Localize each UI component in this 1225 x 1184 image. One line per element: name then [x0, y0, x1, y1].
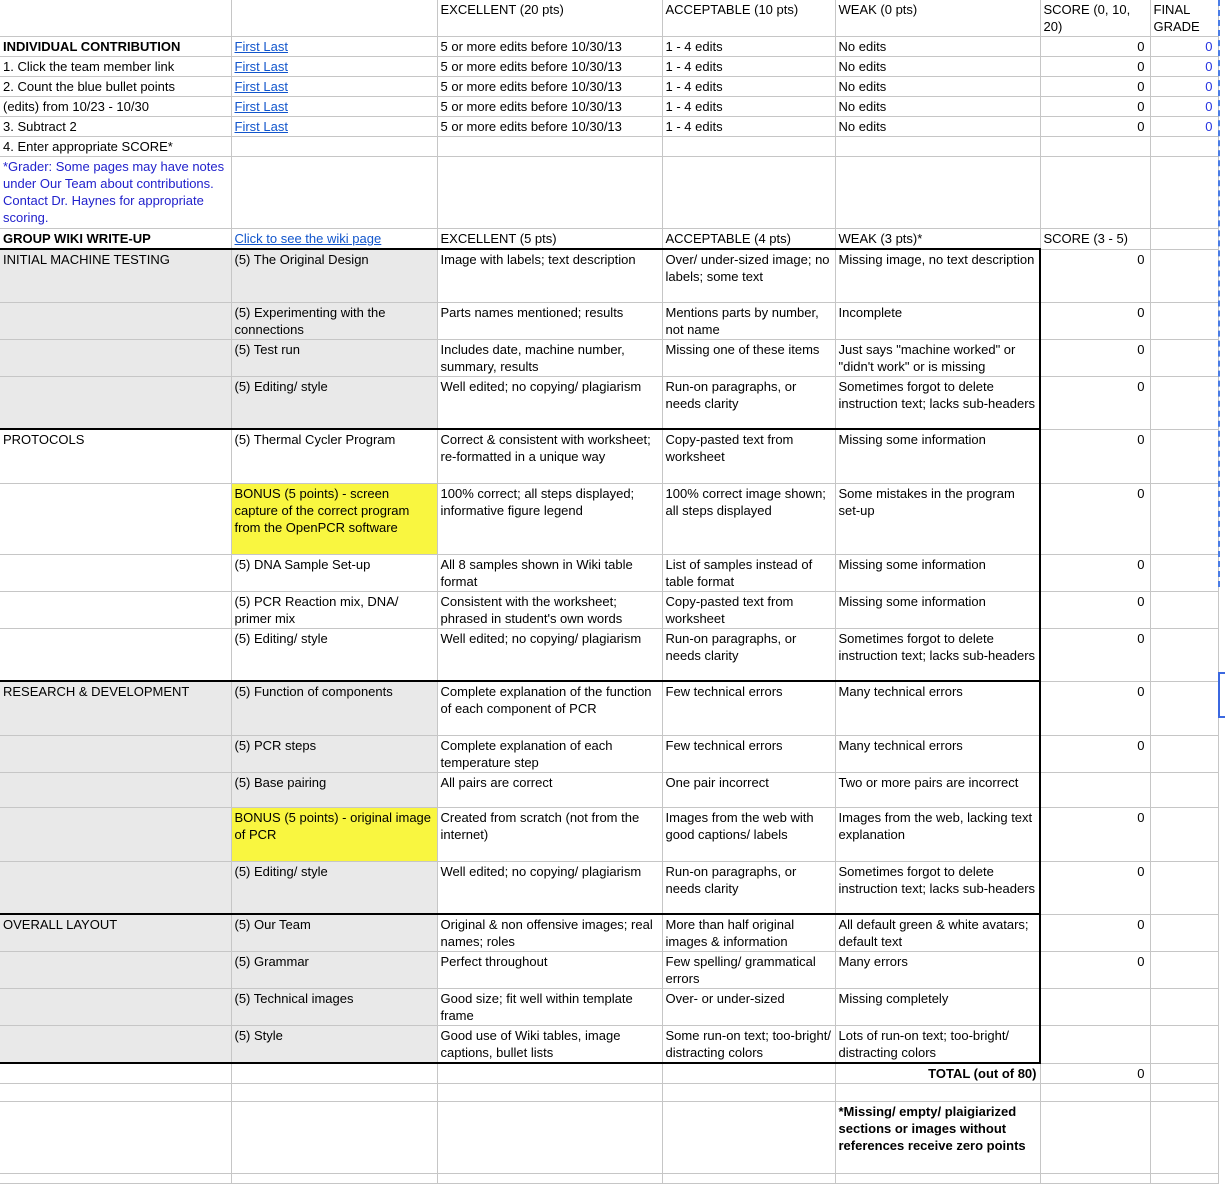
cell-d26: Over- or under-sized — [662, 989, 835, 1026]
cell-f1: SCORE (0, 10, 20) — [1040, 0, 1150, 37]
cell-b14: (5) Thermal Cycler Program — [231, 429, 437, 483]
cell-a9: GROUP WIKI WRITE-UP — [0, 229, 231, 250]
cell-e9: WEAK (3 pts)* — [835, 229, 1040, 250]
cell-e27: Lots of run-on text; too-bright/ distracting colors — [835, 1026, 1040, 1064]
cell-b22: BONUS (5 points) - original image of PCR — [231, 807, 437, 861]
table-row — [0, 554, 1218, 591]
cell-d5: 1 - 4 edits — [662, 97, 835, 117]
cell-f9: SCORE (3 - 5) — [1040, 229, 1150, 250]
table-row — [0, 1174, 1218, 1184]
table-row — [0, 339, 1218, 376]
cell-g9 — [1150, 229, 1218, 250]
cell-e2: No edits — [835, 37, 1040, 57]
team-member-link[interactable]: First Last — [234, 99, 288, 114]
cell-e14: Missing some information — [835, 429, 1040, 483]
cell-d3: 1 - 4 edits — [662, 57, 835, 77]
cell-a21 — [0, 772, 231, 807]
cell-f16[interactable]: 0 — [1040, 554, 1150, 591]
cell-b23: (5) Editing/ style — [231, 861, 437, 914]
table-row — [0, 302, 1218, 339]
cell-b16: (5) DNA Sample Set-up — [231, 554, 437, 591]
cell-g13 — [1150, 376, 1218, 429]
cell-c2: 5 or more edits before 10/30/13 — [437, 37, 662, 57]
cell-e1: WEAK (0 pts) — [835, 0, 1040, 37]
table-row — [0, 1102, 1218, 1174]
cell-f21 — [1040, 772, 1150, 807]
cell-c28 — [437, 1063, 662, 1084]
cell-g21 — [1150, 772, 1218, 807]
cell-f10[interactable]: 0 — [1040, 249, 1150, 302]
table-row — [0, 861, 1218, 914]
cell-a14: PROTOCOLS — [0, 429, 231, 483]
cell-f3[interactable]: 0 — [1040, 57, 1150, 77]
cell-g15 — [1150, 483, 1218, 554]
cell-d29 — [662, 1084, 835, 1102]
cell-f5[interactable]: 0 — [1040, 97, 1150, 117]
cell-f31 — [1040, 1174, 1150, 1184]
table-row — [0, 117, 1218, 137]
cell-c27: Good use of Wiki tables, image captions, bullet lists — [437, 1026, 662, 1064]
cell-b4 — [231, 77, 437, 97]
team-member-link[interactable]: First Last — [234, 59, 288, 74]
cell-e26: Missing completely — [835, 989, 1040, 1026]
table-row — [0, 807, 1218, 861]
table-row — [0, 37, 1218, 57]
cell-g25 — [1150, 952, 1218, 989]
cell-e6: No edits — [835, 117, 1040, 137]
cell-g6[interactable]: 0 — [1150, 117, 1218, 137]
cell-g4[interactable]: 0 — [1150, 77, 1218, 97]
cell-a13 — [0, 376, 231, 429]
table-row — [0, 735, 1218, 772]
cell-f4[interactable]: 0 — [1040, 77, 1150, 97]
cell-a26 — [0, 989, 231, 1026]
cell-b26: (5) Technical images — [231, 989, 437, 1026]
cell-c19: Complete explanation of the function of each component of PCR — [437, 681, 662, 735]
cell-d30 — [662, 1102, 835, 1174]
cell-f12[interactable]: 0 — [1040, 339, 1150, 376]
cell-a7: 4. Enter appropriate SCORE* — [0, 137, 231, 157]
cell-b21: (5) Base pairing — [231, 772, 437, 807]
cell-b1 — [231, 0, 437, 37]
cell-c20: Complete explanation of each temperature step — [437, 735, 662, 772]
cell-b19: (5) Function of components — [231, 681, 437, 735]
cell-b29 — [231, 1084, 437, 1102]
cell-c10: Image with labels; text description — [437, 249, 662, 302]
cell-d17: Copy-pasted text from worksheet — [662, 591, 835, 628]
table-row — [0, 772, 1218, 807]
cell-d21: One pair incorrect — [662, 772, 835, 807]
cell-b10: (5) The Original Design — [231, 249, 437, 302]
cell-b2 — [231, 37, 437, 57]
cell-e20: Many technical errors — [835, 735, 1040, 772]
cell-e8 — [835, 157, 1040, 229]
cell-b24: (5) Our Team — [231, 914, 437, 952]
cell-d13: Run-on paragraphs, or needs clarity — [662, 376, 835, 429]
cell-g30 — [1150, 1102, 1218, 1174]
cell-d8 — [662, 157, 835, 229]
table-row — [0, 157, 1218, 229]
cell-d11: Mentions parts by number, not name — [662, 302, 835, 339]
cell-a18 — [0, 628, 231, 681]
cell-c6: 5 or more edits before 10/30/13 — [437, 117, 662, 137]
table-row — [0, 0, 1218, 37]
cell-e22: Images from the web, lacking text explanation — [835, 807, 1040, 861]
cell-a1 — [0, 0, 231, 37]
cell-b20: (5) PCR steps — [231, 735, 437, 772]
cell-d4: 1 - 4 edits — [662, 77, 835, 97]
cell-c16: All 8 samples shown in Wiki table format — [437, 554, 662, 591]
cell-c3: 5 or more edits before 10/30/13 — [437, 57, 662, 77]
cell-g26 — [1150, 989, 1218, 1026]
cell-f6[interactable]: 0 — [1040, 117, 1150, 137]
cell-c26: Good size; fit well within template frame — [437, 989, 662, 1026]
cell-b17: (5) PCR Reaction mix, DNA/ primer mix — [231, 591, 437, 628]
cell-e30: *Missing/ empty/ plaigiarized sections or images without references receive zero points — [835, 1102, 1040, 1174]
cell-e29 — [835, 1084, 1040, 1102]
cell-f2[interactable]: 0 — [1040, 37, 1150, 57]
cell-f20[interactable]: 0 — [1040, 735, 1150, 772]
cell-a19: RESEARCH & DEVELOPMENT — [0, 681, 231, 735]
cell-d14: Copy-pasted text from worksheet — [662, 429, 835, 483]
table-row — [0, 628, 1218, 681]
table-row — [0, 1026, 1218, 1064]
table-row — [0, 952, 1218, 989]
cell-f13[interactable]: 0 — [1040, 376, 1150, 429]
cell-a29 — [0, 1084, 231, 1102]
cell-b15: BONUS (5 points) - screen capture of the correct program from the OpenPCR software — [231, 483, 437, 554]
cell-g10 — [1150, 249, 1218, 302]
cell-c5: 5 or more edits before 10/30/13 — [437, 97, 662, 117]
cell-e7 — [835, 137, 1040, 157]
cell-a3: 1. Click the team member link — [0, 57, 231, 77]
cell-e18: Sometimes forgot to delete instruction text; lacks sub-headers — [835, 628, 1040, 681]
cell-e23: Sometimes forgot to delete instruction text; lacks sub-headers — [835, 861, 1040, 914]
cell-f18[interactable]: 0 — [1040, 628, 1150, 681]
cell-e3: No edits — [835, 57, 1040, 77]
cell-c9: EXCELLENT (5 pts) — [437, 229, 662, 250]
cell-g20 — [1150, 735, 1218, 772]
copy-range-dashed-boundary — [1218, 0, 1220, 587]
cell-d10: Over/ under-sized image; no labels; some text — [662, 249, 835, 302]
cell-g5[interactable]: 0 — [1150, 97, 1218, 117]
cell-a23 — [0, 861, 231, 914]
table-row — [0, 591, 1218, 628]
cell-f19[interactable]: 0 — [1040, 681, 1150, 735]
cell-f11[interactable]: 0 — [1040, 302, 1150, 339]
cell-g19 — [1150, 681, 1218, 735]
cell-d12: Missing one of these items — [662, 339, 835, 376]
cell-b9 — [231, 229, 437, 250]
cell-d24: More than half original images & information — [662, 914, 835, 952]
cell-f30 — [1040, 1102, 1150, 1174]
team-member-link[interactable]: First Last — [234, 119, 288, 134]
cell-a2: INDIVIDUAL CONTRIBUTION — [0, 37, 231, 57]
cell-e4: No edits — [835, 77, 1040, 97]
cell-g18 — [1150, 628, 1218, 681]
cell-d27: Some run-on text; too-bright/ distracting colors — [662, 1026, 835, 1064]
table-row — [0, 57, 1218, 77]
cell-f25[interactable]: 0 — [1040, 952, 1150, 989]
table-row — [0, 1084, 1218, 1102]
cell-c29 — [437, 1084, 662, 1102]
cell-c11: Parts names mentioned; results — [437, 302, 662, 339]
team-member-link[interactable]: First Last — [234, 79, 288, 94]
team-member-link[interactable]: First Last — [234, 39, 288, 54]
cell-g17 — [1150, 591, 1218, 628]
cell-e21: Two or more pairs are incorrect — [835, 772, 1040, 807]
table-row — [0, 483, 1218, 554]
cell-a20 — [0, 735, 231, 772]
cell-a27 — [0, 1026, 231, 1064]
cell-g1: FINAL GRADE — [1150, 0, 1218, 37]
cell-d18: Run-on paragraphs, or needs clarity — [662, 628, 835, 681]
cell-b11: (5) Experimenting with the connections — [231, 302, 437, 339]
table-row — [0, 77, 1218, 97]
cell-g12 — [1150, 339, 1218, 376]
cell-d1: ACCEPTABLE (10 pts) — [662, 0, 835, 37]
cell-g16 — [1150, 554, 1218, 591]
cell-c18: Well edited; no copying/ plagiarism — [437, 628, 662, 681]
cell-b31 — [231, 1174, 437, 1184]
cell-e31 — [835, 1174, 1040, 1184]
cell-d19: Few technical errors — [662, 681, 835, 735]
table-row — [0, 1063, 1218, 1084]
cell-c12: Includes date, machine number, summary, results — [437, 339, 662, 376]
cell-f8 — [1040, 157, 1150, 229]
cell-a8: *Grader: Some pages may have notes under Our Team about contributions. Contact Dr. Haynes for appropriate scoring. — [0, 157, 231, 229]
table-row — [0, 989, 1218, 1026]
selected-cell-outline-fragment — [1218, 672, 1225, 718]
cell-c13: Well edited; no copying/ plagiarism — [437, 376, 662, 429]
cell-c30 — [437, 1102, 662, 1174]
cell-e13: Sometimes forgot to delete instruction text; lacks sub-headers — [835, 376, 1040, 429]
cell-c17: Consistent with the worksheet; phrased in student's own words — [437, 591, 662, 628]
cell-d16: List of samples instead of table format — [662, 554, 835, 591]
cell-a28 — [0, 1063, 231, 1084]
cell-e15: Some mistakes in the program set-up — [835, 483, 1040, 554]
cell-e25: Many errors — [835, 952, 1040, 989]
table-row — [0, 137, 1218, 157]
cell-g2[interactable]: 0 — [1150, 37, 1218, 57]
cell-b18: (5) Editing/ style — [231, 628, 437, 681]
cell-d9: ACCEPTABLE (4 pts) — [662, 229, 835, 250]
cell-d2: 1 - 4 edits — [662, 37, 835, 57]
table-row — [0, 97, 1218, 117]
cell-c25: Perfect throughout — [437, 952, 662, 989]
cell-d20: Few technical errors — [662, 735, 835, 772]
cell-a30 — [0, 1102, 231, 1174]
cell-g31 — [1150, 1174, 1218, 1184]
cell-b30 — [231, 1102, 437, 1174]
cell-g14 — [1150, 429, 1218, 483]
cell-a4: 2. Count the blue bullet points — [0, 77, 231, 97]
cell-c8 — [437, 157, 662, 229]
cell-d25: Few spelling/ grammatical errors — [662, 952, 835, 989]
cell-g7 — [1150, 137, 1218, 157]
cell-a16 — [0, 554, 231, 591]
cell-a10: INITIAL MACHINE TESTING — [0, 249, 231, 302]
cell-b6 — [231, 117, 437, 137]
cell-c1: EXCELLENT (20 pts) — [437, 0, 662, 37]
cell-e24: All default green & white avatars; default text — [835, 914, 1040, 952]
cell-e16: Missing some information — [835, 554, 1040, 591]
cell-a25 — [0, 952, 231, 989]
cell-b3 — [231, 57, 437, 77]
cell-f17[interactable]: 0 — [1040, 591, 1150, 628]
table-row — [0, 914, 1218, 952]
cell-g27 — [1150, 1026, 1218, 1064]
cell-g11 — [1150, 302, 1218, 339]
cell-b12: (5) Test run — [231, 339, 437, 376]
cell-d23: Run-on paragraphs, or needs clarity — [662, 861, 835, 914]
cell-c4: 5 or more edits before 10/30/13 — [437, 77, 662, 97]
cell-b28 — [231, 1063, 437, 1084]
table-row — [0, 681, 1218, 735]
cell-g22 — [1150, 807, 1218, 861]
cell-d15: 100% correct image shown; all steps displayed — [662, 483, 835, 554]
cell-a15 — [0, 483, 231, 554]
table-row — [0, 429, 1218, 483]
cell-f27 — [1040, 1026, 1150, 1064]
cell-d31 — [662, 1174, 835, 1184]
cell-c15: 100% correct; all steps displayed; informative figure legend — [437, 483, 662, 554]
cell-d7 — [662, 137, 835, 157]
cell-f7 — [1040, 137, 1150, 157]
cell-a5: (edits) from 10/23 - 10/30 — [0, 97, 231, 117]
cell-f23[interactable]: 0 — [1040, 861, 1150, 914]
cell-c14: Correct & consistent with worksheet; re-formatted in a unique way — [437, 429, 662, 483]
cell-b25: (5) Grammar — [231, 952, 437, 989]
cell-e19: Many technical errors — [835, 681, 1040, 735]
cell-a31 — [0, 1174, 231, 1184]
cell-e11: Incomplete — [835, 302, 1040, 339]
cell-a22 — [0, 807, 231, 861]
cell-f28[interactable]: 0 — [1040, 1063, 1150, 1084]
cell-b8 — [231, 157, 437, 229]
cell-c7 — [437, 137, 662, 157]
cell-f14[interactable]: 0 — [1040, 429, 1150, 483]
cell-f22[interactable]: 0 — [1040, 807, 1150, 861]
cell-b13: (5) Editing/ style — [231, 376, 437, 429]
cell-c23: Well edited; no copying/ plagiarism — [437, 861, 662, 914]
cell-d22: Images from the web with good captions/ labels — [662, 807, 835, 861]
cell-e5: No edits — [835, 97, 1040, 117]
cell-a17 — [0, 591, 231, 628]
cell-f26 — [1040, 989, 1150, 1026]
cell-b7 — [231, 137, 437, 157]
cell-e17: Missing some information — [835, 591, 1040, 628]
cell-a24: OVERALL LAYOUT — [0, 914, 231, 952]
cell-a12 — [0, 339, 231, 376]
cell-d6: 1 - 4 edits — [662, 117, 835, 137]
cell-g8 — [1150, 157, 1218, 229]
cell-a6: 3. Subtract 2 — [0, 117, 231, 137]
cell-g23 — [1150, 861, 1218, 914]
cell-c24: Original & non offensive images; real names; roles — [437, 914, 662, 952]
cell-f15[interactable]: 0 — [1040, 483, 1150, 554]
cell-c21: All pairs are correct — [437, 772, 662, 807]
cell-f29 — [1040, 1084, 1150, 1102]
cell-e12: Just says "machine worked" or "didn't work" or is missing — [835, 339, 1040, 376]
cell-g28 — [1150, 1063, 1218, 1084]
cell-e28: TOTAL (out of 80) — [835, 1063, 1040, 1084]
cell-c31 — [437, 1174, 662, 1184]
cell-c22: Created from scratch (not from the internet) — [437, 807, 662, 861]
table-row — [0, 376, 1218, 429]
wiki-page-link[interactable]: Click to see the wiki page — [234, 231, 382, 246]
cell-b27: (5) Style — [231, 1026, 437, 1064]
cell-g24 — [1150, 914, 1218, 952]
cell-a11 — [0, 302, 231, 339]
cell-d28 — [662, 1063, 835, 1084]
cell-e10: Missing image, no text description — [835, 249, 1040, 302]
cell-g29 — [1150, 1084, 1218, 1102]
table-row — [0, 249, 1218, 302]
cell-g3[interactable]: 0 — [1150, 57, 1218, 77]
table-row — [0, 229, 1218, 250]
cell-f24[interactable]: 0 — [1040, 914, 1150, 952]
cell-b5 — [231, 97, 437, 117]
